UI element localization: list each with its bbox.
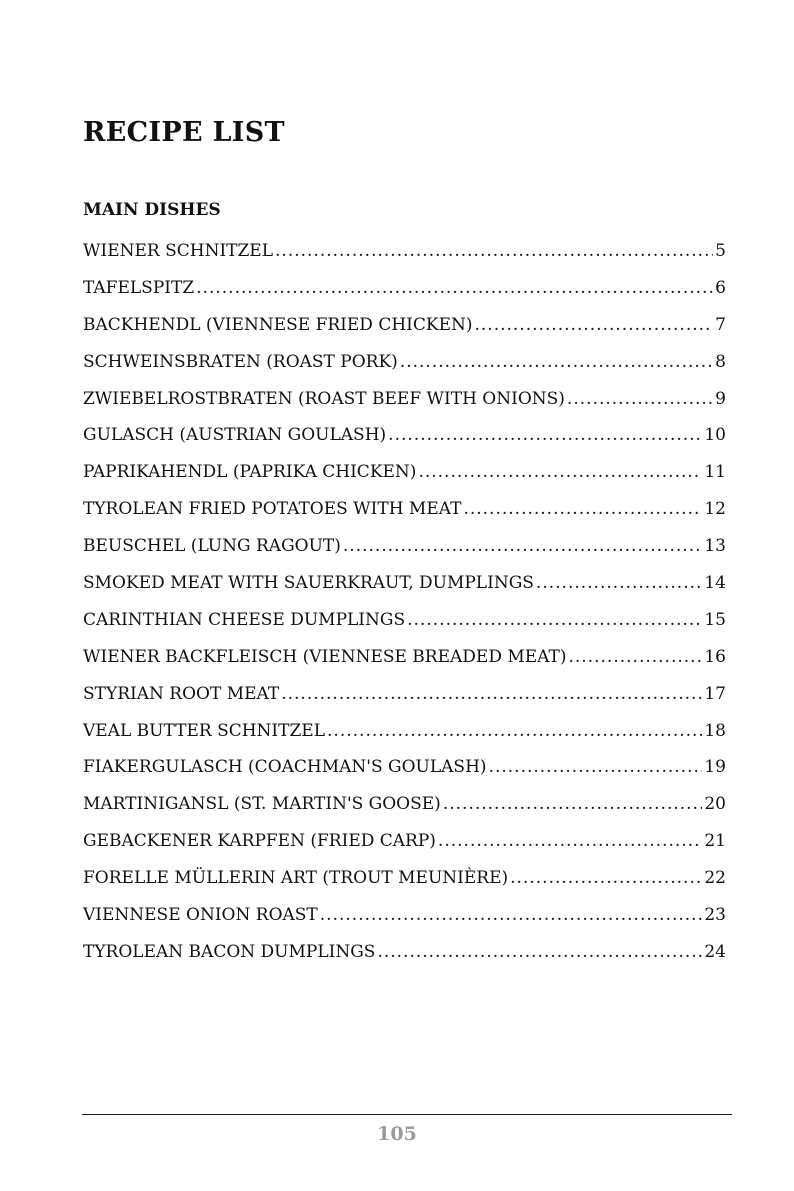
toc-entry-title: SCHWEINSBRATEN (ROAST PORK) <box>83 351 398 372</box>
footer-divider <box>82 1114 732 1115</box>
toc-entry-title: FIAKERGULASCH (COACHMAN'S GOULASH) <box>83 757 487 778</box>
toc-entry <box>83 823 726 860</box>
toc-entry <box>83 713 726 750</box>
toc-entry-title: WIENER SCHNITZEL <box>83 241 274 261</box>
toc-entry-page: 17 <box>704 683 726 704</box>
dot-leader <box>388 417 702 454</box>
toc-entry-page: 24 <box>704 941 726 962</box>
dot-leader <box>489 749 703 786</box>
recipe-list <box>83 233 726 971</box>
dot-leader <box>443 786 703 823</box>
toc-entry-page: 15 <box>704 609 726 630</box>
toc-entry-title: MARTINIGANSL (ST. MARTIN'S GOOSE) <box>83 794 441 815</box>
section-heading-main-dishes: MAIN DISHES <box>83 200 221 220</box>
dot-leader <box>320 897 703 934</box>
toc-entry <box>83 233 726 270</box>
toc-entry-page: 10 <box>704 425 726 446</box>
page-title: RECIPE LIST <box>83 117 285 148</box>
toc-entry <box>83 344 726 381</box>
toc-entry-page: 5 <box>715 241 726 261</box>
toc-entry-title: CARINTHIAN CHEESE DUMPLINGS <box>83 609 406 630</box>
toc-entry-page: 6 <box>715 277 726 298</box>
toc-entry <box>83 860 726 897</box>
toc-entry-page: 22 <box>704 868 726 889</box>
toc-entry-title: TYROLEAN FRIED POTATOES WITH MEAT <box>83 499 462 520</box>
toc-entry-page: 11 <box>704 462 726 483</box>
dot-leader <box>463 491 702 528</box>
toc-entry <box>83 307 726 344</box>
toc-entry <box>83 897 726 934</box>
toc-entry-title: PAPRIKAHENDL (PAPRIKA CHICKEN) <box>83 462 417 483</box>
dot-leader <box>567 381 713 418</box>
toc-entry <box>83 934 726 971</box>
toc-entry-title: ZWIEBELROSTBRATEN (ROAST BEEF WITH ONIONS) <box>83 388 565 409</box>
toc-entry <box>83 417 726 454</box>
toc-entry <box>83 749 726 786</box>
toc-entry-title: TAFELSPITZ <box>83 277 195 298</box>
toc-entry <box>83 381 726 418</box>
toc-entry <box>83 676 726 713</box>
toc-entry-page: 18 <box>704 720 726 741</box>
toc-entry <box>83 565 726 602</box>
toc-entry-page: 20 <box>704 794 726 815</box>
toc-entry <box>83 639 726 676</box>
toc-entry-title: WIENER BACKFLEISCH (VIENNESE BREADED MEAT) <box>83 646 567 667</box>
dot-leader <box>281 676 702 713</box>
toc-entry-page: 21 <box>704 831 726 852</box>
dot-leader <box>536 565 702 602</box>
toc-entry-title: TYROLEAN BACON DUMPLINGS <box>83 941 376 962</box>
toc-entry-title: SMOKED MEAT WITH SAUERKRAUT, DUMPLINGS <box>83 573 534 594</box>
dot-leader <box>196 270 713 307</box>
toc-entry-title: VIENNESE ONION ROAST <box>83 905 318 926</box>
toc-entry-page: 9 <box>715 388 726 409</box>
dot-leader <box>275 233 713 270</box>
dot-leader <box>510 860 702 897</box>
toc-entry-title: BACKHENDL (VIENNESE FRIED CHICKEN) <box>83 314 473 335</box>
toc-entry-page: 19 <box>704 757 726 778</box>
toc-entry <box>83 528 726 565</box>
toc-entry-title: BEUSCHEL (LUNG RAGOUT) <box>83 536 341 557</box>
toc-entry <box>83 491 726 528</box>
toc-entry-page: 16 <box>704 646 726 667</box>
toc-entry-page: 23 <box>704 905 726 926</box>
toc-entry <box>83 454 726 491</box>
dot-leader <box>400 344 713 381</box>
toc-entry-page: 8 <box>715 351 726 372</box>
dot-leader <box>569 639 703 676</box>
dot-leader <box>377 934 702 971</box>
page-number: 105 <box>377 1123 417 1145</box>
toc-entry-title: VEAL BUTTER SCHNITZEL <box>83 720 326 741</box>
dot-leader <box>343 528 702 565</box>
dot-leader <box>327 713 702 750</box>
toc-entry-title: FORELLE MÜLLERIN ART (TROUT MEUNIÈRE) <box>83 868 509 889</box>
dot-leader <box>407 602 702 639</box>
toc-entry-page: 7 <box>715 314 726 335</box>
dot-leader <box>475 307 714 344</box>
dot-leader <box>418 454 702 491</box>
toc-entry-title: GULASCH (AUSTRIAN GOULASH) <box>83 425 387 446</box>
toc-entry-title: STYRIAN ROOT MEAT <box>83 683 280 704</box>
toc-entry <box>83 786 726 823</box>
toc-entry <box>83 602 726 639</box>
toc-entry-page: 14 <box>704 573 726 594</box>
dot-leader <box>438 823 702 860</box>
toc-entry-page: 13 <box>704 536 726 557</box>
toc-entry-title: GEBACKENER KARPFEN (FRIED CARP) <box>83 831 436 852</box>
toc-entry <box>83 270 726 307</box>
toc-entry-page: 12 <box>704 499 726 520</box>
